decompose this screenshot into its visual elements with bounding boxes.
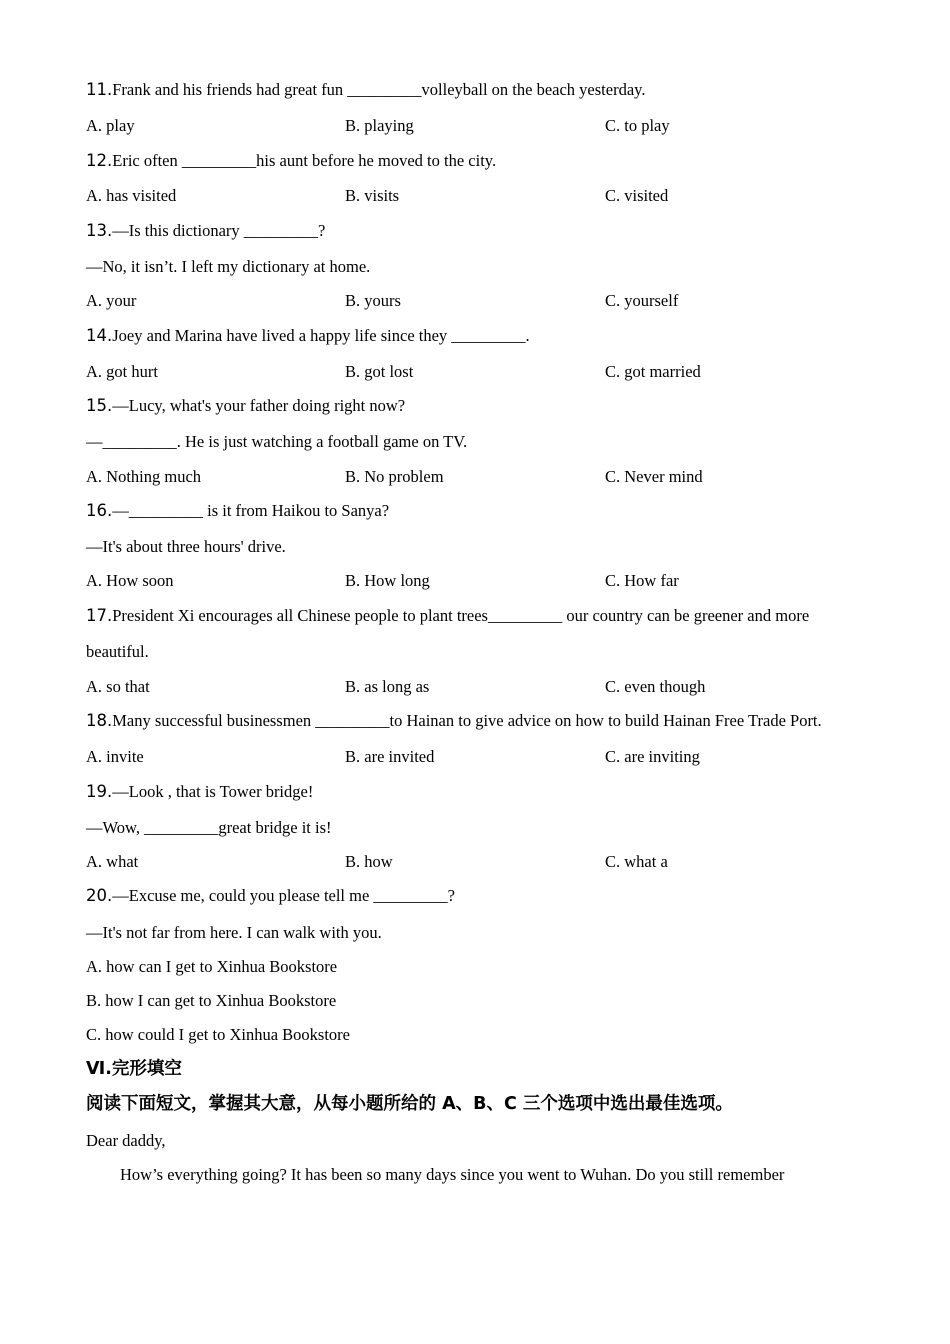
option-c: C. even though — [605, 677, 706, 696]
question-20 — [86, 886, 455, 906]
option-c: C. got married — [605, 362, 701, 381]
option-b: B. got lost — [345, 362, 414, 381]
question-reply: —_________. He is just watching a football game on TV. — [86, 432, 468, 451]
question-reply: —No, it isn’t. I left my dictionary at home. — [86, 257, 371, 276]
option-c: C. to play — [605, 116, 670, 135]
question-number: 19. — [86, 782, 113, 801]
option-b: B. playing — [345, 116, 414, 135]
section-title: Ⅵ.完形填空 — [86, 1059, 182, 1079]
question-number: 15. — [86, 396, 113, 415]
question-stem: —Excuse me, could you please tell me _________? — [112, 886, 455, 905]
option-c: C. what a — [605, 852, 668, 871]
option-c: C. visited — [605, 186, 669, 205]
option-c: C. are inviting — [605, 747, 700, 766]
option-b: B. as long as — [345, 677, 430, 696]
question-19 — [86, 782, 313, 802]
question-reply: —Wow, _________great bridge it is! — [86, 818, 332, 837]
option-b: B. How long — [345, 571, 430, 590]
option-b: B. are invited — [345, 747, 435, 766]
question-stem: Eric often _________his aunt before he moved to the city. — [112, 151, 497, 170]
question-number: 17. — [86, 606, 113, 625]
option-b: B. No problem — [345, 467, 444, 486]
question-stem: Many successful businessmen _________to Hainan to give advice on how to build Hainan Free Trade Port. — [112, 711, 822, 730]
question-stem: —_________ is it from Haikou to Sanya? — [112, 501, 390, 520]
question-14 — [86, 326, 530, 346]
question-number: 11. — [86, 80, 113, 99]
option-a: A. invite — [86, 747, 144, 766]
question-number: 14. — [86, 326, 113, 345]
question-reply: —It's not far from here. I can walk with you. — [86, 923, 382, 942]
question-number: 16. — [86, 501, 113, 520]
option-a: A. How soon — [86, 571, 174, 590]
question-stem: President Xi encourages all Chinese people to plant trees_________ our country can be greener and more — [112, 606, 810, 625]
option-b: B. visits — [345, 186, 400, 205]
option-a: A. got hurt — [86, 362, 158, 381]
question-number: 20. — [86, 886, 113, 905]
option-a: A. Nothing much — [86, 467, 202, 486]
option-b: B. yours — [345, 291, 401, 310]
option-a: A. so that — [86, 677, 150, 696]
question-18 — [86, 711, 822, 731]
option-c: C. yourself — [605, 291, 679, 310]
option-a: A. your — [86, 291, 137, 310]
question-stem: —Is this dictionary _________? — [112, 221, 326, 240]
question-stem: Frank and his friends had great fun _________volleyball on the beach yesterday. — [112, 80, 646, 99]
question-stem: Joey and Marina have lived a happy life since they _________. — [112, 326, 530, 345]
question-number: 12. — [86, 151, 113, 170]
question-16 — [86, 501, 389, 521]
option-a: A. play — [86, 116, 135, 135]
letter-greeting: Dear daddy, — [86, 1131, 166, 1150]
question-number: 13. — [86, 221, 113, 240]
question-reply: —It's about three hours' drive. — [86, 537, 286, 556]
question-13 — [86, 221, 325, 241]
question-stem: —Lucy, what's your father doing right now? — [112, 396, 406, 415]
question-12 — [86, 151, 496, 171]
option-a: A. how can I get to Xinhua Bookstore — [86, 957, 338, 976]
option-a: A. has visited — [86, 186, 177, 205]
question-stem-continued: beautiful. — [86, 642, 149, 661]
question-11 — [86, 80, 645, 100]
option-c: C. how could I get to Xinhua Bookstore — [86, 1025, 350, 1044]
question-number: 18. — [86, 711, 113, 730]
question-15 — [86, 396, 405, 416]
option-c: C. How far — [605, 571, 679, 590]
option-a: A. what — [86, 852, 139, 871]
question-17 — [86, 606, 809, 626]
option-b: B. how — [345, 852, 393, 871]
section-instruction: 阅读下面短文，掌握其大意，从每小题所给的 A、B、C 三个选项中选出最佳选项。 — [86, 1094, 733, 1114]
option-b: B. how I can get to Xinhua Bookstore — [86, 991, 337, 1010]
letter-paragraph: How’s everything going? It has been so many days since you went to Wuhan. Do you still remember — [120, 1165, 785, 1184]
question-stem: —Look , that is Tower bridge! — [112, 782, 314, 801]
option-c: C. Never mind — [605, 467, 703, 486]
